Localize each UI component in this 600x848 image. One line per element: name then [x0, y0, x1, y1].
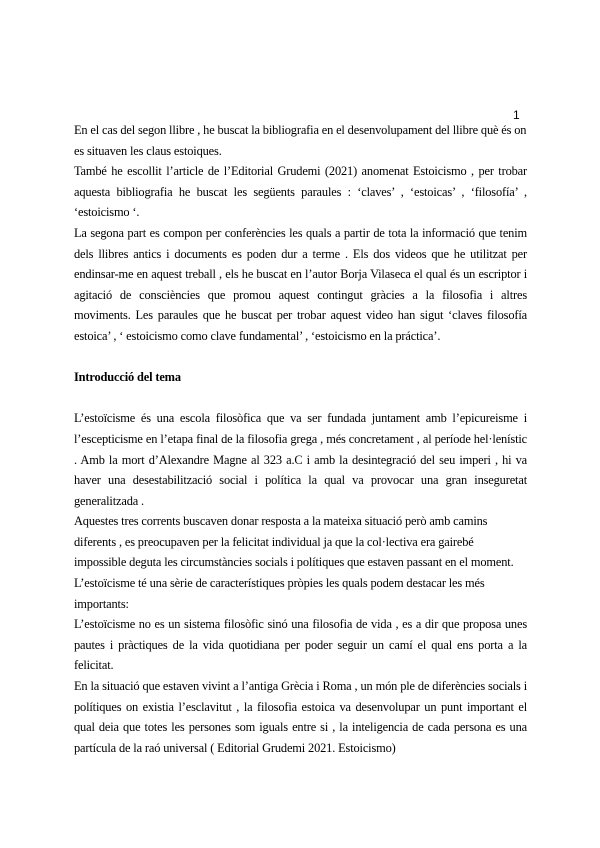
spacer [74, 347, 527, 368]
paragraph-greece-rome: En la situació que estaven vivint a l’antiga Grècia i Roma , un món ple de diferències socials i polítiques on existia l’esclavitut , la filosofia estoica va desenvolupar un punt important el qual deia que totes les persones som iguals entre si , la inteligencia de cada persona es una partícula de la raó universal ( Editorial Grudemi 2021. Estoicismo) [74, 679, 527, 755]
paragraph-conferences: La segona part es compon per conferències les quals a partir de tota la informació que tenim dels llibres antics i documents es poden dur a terme . Els dos videos que he utilitzat per endinsar-me en aquest treball , els he buscat en l’autor Borja Vilaseca el qual és un escriptor i agitació de consciències que promou aquest contingut gràcies a la filosofia i altres moviments. Les paraules que he buscat per trobar aquest video han sigut ‘claves filosofía estoica’ , ‘ estoicismo como clave fundamental’ , ‘estoicismo en la práctica’. [74, 225, 527, 343]
paragraph-characteristics: L’estoïcisme té una sèrie de característiques pròpies les quals podem destacar les més importants: [74, 576, 485, 611]
paragraph-second-book: En el cas del segon llibre , he buscat la bibliografia en el desenvolupament del llibre què és on es situaven les claus estoiques. [74, 123, 527, 158]
page-number: 1 [513, 108, 520, 122]
paragraph-grudemi-article: També he escollit l’article de l’Editorial Grudemi (2021) anomenat Estoicismo , per trobar aquesta bibliografia he buscat les següents paraules : ‘claves’ , ‘estoicas’ , ‘filosofía’ , ‘estoicismo ‘. [74, 164, 527, 220]
paragraph-three-currents: Aquestes tres corrents buscaven donar resposta a la mateixa situació però amb camins diferents , es preocupaven per la felicitat individual ja que la col·lectiva era gairebé impossible deguta les circumstàncies socials i polítiques que estaven passant en el moment. [74, 514, 514, 570]
paragraph-stoicism-origin: L’estoïcisme és una escola filosòfica que va ser fundada juntament amb l’epicureisme i l’escepticisme en l’etapa final de la filosofia grega , més concretament , al període hel·lenístic . Amb la mort d’Alexandre Magne al 323 a.C i amb la desintegració del seu imperi , hi va haver una desestabilització social i política la qual va provocar una gran inseguretat generalitzada . [74, 411, 527, 508]
paragraph-philosophy-of-life: L’estoïcisme no es un sistema filosòfic sinó una filosofia de vida , es a dir que proposa unes pautes i pràctiques de la vida quotidiana per poder seguir un camí el qual ens porta a la felicitat. [74, 617, 527, 673]
document-body [74, 120, 527, 758]
section-heading: Introducció del tema [74, 370, 181, 385]
spacer [74, 388, 527, 409]
